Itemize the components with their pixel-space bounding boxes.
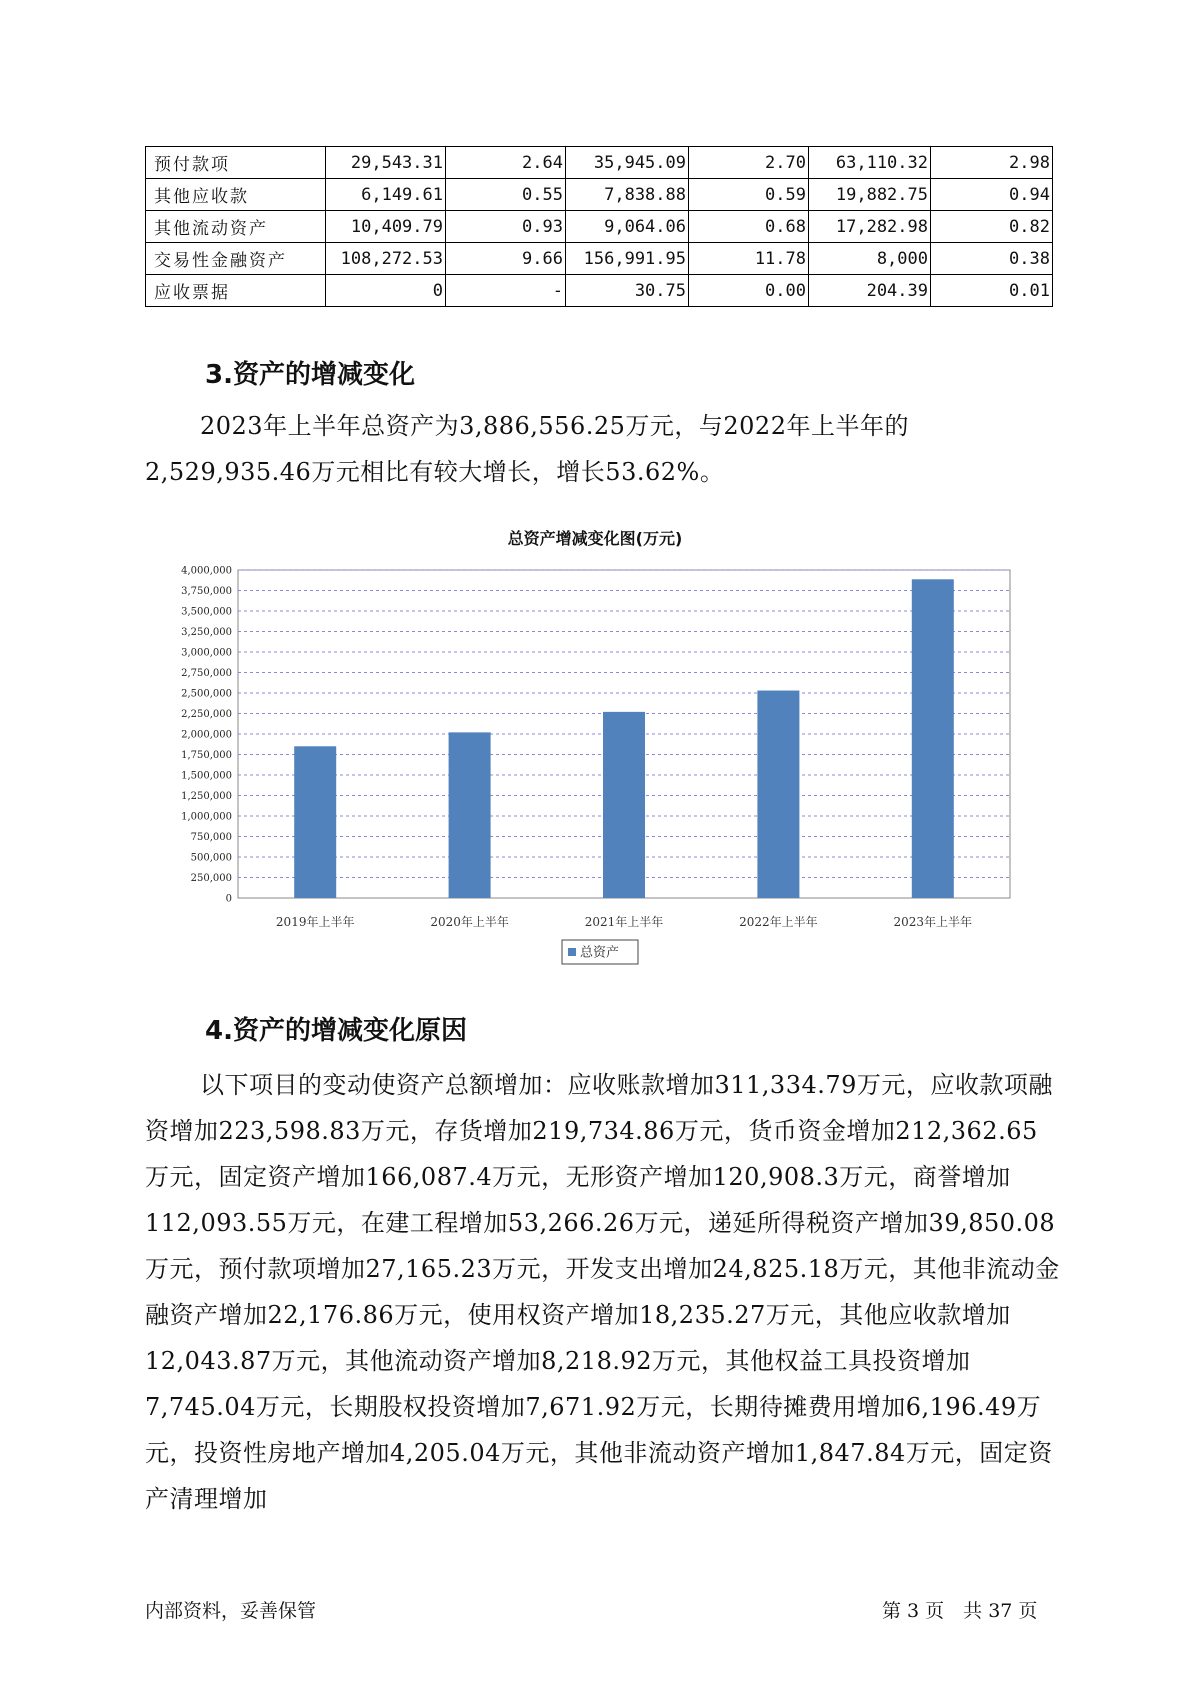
x-tick-label: 2023年上半年 [893,915,973,929]
y-tick-label: 2,500,000 [181,688,232,700]
cell: 29,543.31 [326,147,446,179]
total-assets-chart [160,520,1030,970]
section-paragraph-4 [145,1062,1060,1522]
cell: 204.39 [809,275,931,307]
table-row [146,275,1053,307]
section-paragraph-3 [145,403,1060,495]
legend-swatch [568,948,576,956]
cell: 0.68 [689,211,809,243]
paragraph-text: 以下项目的变动使资产总额增加：应收账款增加311,334.79万元，应收款项融资增加223,598.83万元，存货增加219,734.86万元，货币资金增加212,362.65万元，固定资产增加166,087.4万元，无形资产增加120,908.3万元，商誉增加112,093.55万元，在建工程增加53,266.26万元，递延所得税资产增加39,850.08万元，预付款项增加27,165.23万元，开发支出增加24,825.18万元，其他非流动金融资产增加22,176.86万元，使用权资产增加18,235.27万元，其他应收款增加12,043.87万元，其他流动资产增加8,218.92万元，其他权益工具投资增加7,745.04万元，长期股权投资增加7,671.92万元，长期待摊费用增加6,196.49万元，投资性房地产增加4,205.04万元，其他非流动资产增加1,847.84万元，固定资产清理增加 [145,1071,1060,1513]
x-tick-label: 2022年上半年 [739,915,818,929]
cell: 156,991.95 [566,243,689,275]
y-tick-label: 500,000 [190,852,232,864]
cell: 10,409.79 [326,211,446,243]
cell: 2.98 [931,147,1053,179]
y-tick-label: 3,250,000 [181,627,232,638]
cell: 0.38 [931,243,1053,275]
y-tick-label: 1,000,000 [181,811,232,823]
chart-svg [160,520,1030,970]
cell: 2.64 [446,147,566,179]
footer-page-number: 第 3 页 共 37 页 [882,1600,1038,1622]
cell: 9.66 [446,243,566,275]
cell: 7,838.88 [566,179,689,211]
cell: - [446,275,566,307]
cell: 0.00 [689,275,809,307]
cell: 17,282.98 [809,211,931,243]
bar [757,691,799,898]
cell: 11.78 [689,243,809,275]
cell: 30.75 [566,275,689,307]
y-tick-label: 1,750,000 [181,750,232,761]
y-tick-label: 3,750,000 [181,586,232,597]
y-tick-label: 750,000 [190,832,232,843]
bar [449,732,491,898]
asset-table [145,146,1053,307]
legend-label: 总资产 [580,945,620,961]
row-label: 交易性金融资产 [146,243,326,275]
chart-title: 总资产增减变化图(万元) [507,529,683,548]
x-tick-label: 2021年上半年 [584,915,664,929]
y-tick-label: 3,000,000 [181,647,232,659]
cell: 0.82 [931,211,1053,243]
bar [603,712,645,898]
cell: 19,882.75 [809,179,931,211]
y-tick-label: 2,000,000 [181,729,232,741]
cell: 0.55 [446,179,566,211]
cell: 0.94 [931,179,1053,211]
cell: 0 [326,275,446,307]
cell: 9,064.06 [566,211,689,243]
table-row [146,179,1053,211]
y-tick-label: 2,750,000 [181,668,232,679]
table-row [146,243,1053,275]
y-tick-label: 4,000,000 [181,565,232,577]
row-label: 应收票据 [146,275,326,307]
row-label: 其他应收款 [146,179,326,211]
cell: 108,272.53 [326,243,446,275]
y-tick-label: 0 [225,893,232,905]
cell: 0.01 [931,275,1053,307]
paragraph-text: 2023年上半年总资产为3,886,556.25万元，与2022年上半年的2,529,935.46万元相比有较大增长，增长53.62%。 [145,412,909,486]
y-tick-label: 1,250,000 [181,791,232,802]
cell: 63,110.32 [809,147,931,179]
section-heading-3: 3.资产的增减变化 [205,360,415,390]
footer-confidential: 内部资料，妥善保管 [145,1600,317,1622]
section-heading-4: 4.资产的增减变化原因 [205,1016,467,1046]
x-tick-label: 2019年上半年 [275,915,355,929]
cell: 35,945.09 [566,147,689,179]
x-tick-label: 2020年上半年 [430,915,509,929]
bar [294,746,336,898]
cell: 6,149.61 [326,179,446,211]
cell: 0.93 [446,211,566,243]
y-tick-label: 250,000 [190,873,232,884]
y-tick-label: 1,500,000 [181,770,232,782]
cell: 8,000 [809,243,931,275]
row-label: 其他流动资产 [146,211,326,243]
table-row [146,147,1053,179]
table-row [146,211,1053,243]
cell: 2.70 [689,147,809,179]
y-tick-label: 2,250,000 [181,709,232,720]
cell: 0.59 [689,179,809,211]
row-label: 预付款项 [146,147,326,179]
bar [912,579,954,898]
y-tick-label: 3,500,000 [181,606,232,618]
